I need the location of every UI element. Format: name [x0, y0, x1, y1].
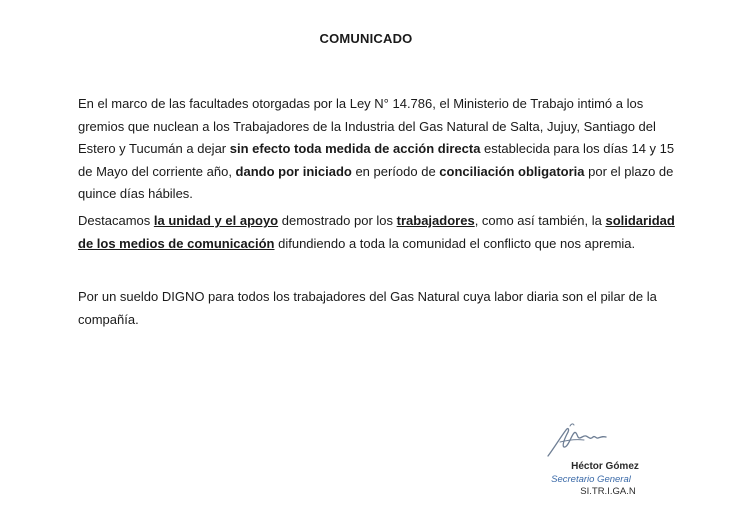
text-segment: difundiendo a toda la comunidad el conflicto que nos apremia.: [274, 235, 636, 251]
paragraph-closing: Por un sueldo DIGNO para todos los trabajadores del Gas Natural cuya labor diaria son el pilar de la compañía.: [78, 289, 657, 327]
text-segment: , como así también, la: [474, 213, 606, 228]
text-segment: En el marco de las facultades otorgadas por la Ley N° 14.786, el Ministerio de Trabajo intimó a los gremios que nuclean a los Trabajadores de la Industria del Gas Natural de Salta, Jujuy, Santiago del Estero y Tucumán a dejar: [78, 96, 656, 156]
bold-text: sin efecto toda medida de acción directa: [229, 141, 481, 156]
bold-underlined-text: solidaridad de los medios de comunicación: [78, 213, 675, 251]
text-segment: Destacamos: [78, 213, 154, 228]
handwritten-signature: [540, 420, 636, 460]
signatory-name: Héctor Gómez: [571, 461, 639, 472]
signatory-role: Secretario General: [551, 474, 631, 485]
text-segment: demostrado por los: [278, 213, 397, 228]
document-title: COMUNICADO: [319, 31, 413, 46]
text-segment: por el plazo de quince días hábiles.: [78, 163, 674, 201]
text-segment: establecida para los días 14 y 15 de Mayo del corriente año,: [78, 141, 675, 179]
paragraph-thanks: [78, 210, 678, 255]
bold-text: dando por iniciado: [235, 163, 352, 179]
bold-underlined-text: trabajadores: [396, 213, 475, 228]
bold-underlined-text: la unidad y el apoyo: [153, 213, 279, 228]
bold-text: conciliación obligatoria: [439, 163, 585, 179]
text-segment: en período de: [351, 163, 440, 179]
paragraph-conciliation: [78, 93, 678, 206]
signatory-organization: SI.TR.I.GA.N: [580, 486, 636, 497]
